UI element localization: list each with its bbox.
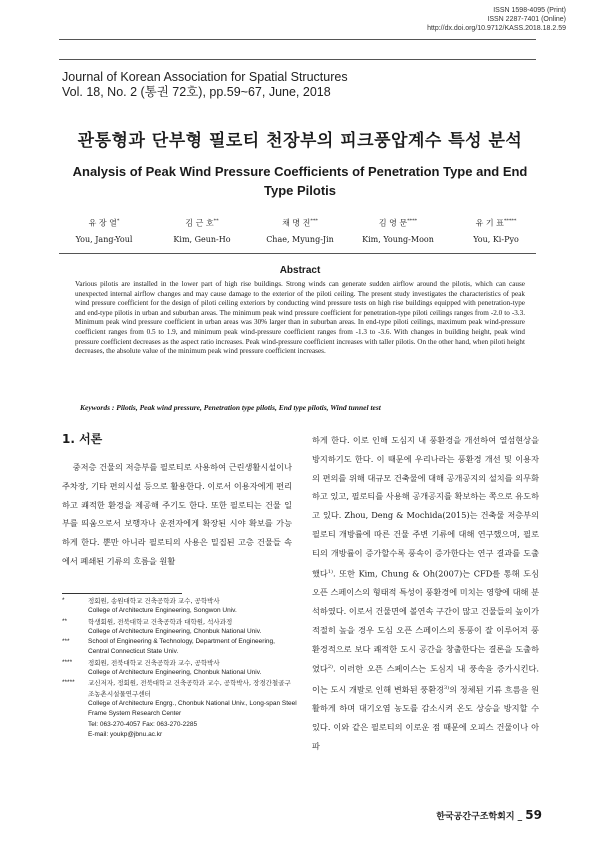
reference-3: 3) (444, 684, 450, 691)
footnote-5-mark: ***** (62, 679, 75, 687)
footnote-1 (62, 596, 297, 617)
author-4 (349, 213, 447, 248)
author-list (55, 213, 545, 248)
author-4-mark: **** (407, 218, 418, 224)
footnote-1-mark: * (62, 597, 65, 604)
author-2 (153, 213, 251, 248)
author-3-en: Chae, Myung-Jin (266, 234, 334, 244)
intro-text-3: . 이러한 오픈 스페이스는 도심지 내 풍속을 증가시킨다. 이는 도시 개발로 인해 변화된 풍환경 (312, 664, 539, 695)
author-5-mark: ***** (503, 218, 517, 224)
intro-paragraph-left: 중저층 건물의 저층부를 필로티로 사용하여 근린생활시설이나 주차장, 기타 편의시설 등으로 활용한다. 이로서 이용자에게 편리하고 쾌적한 환경을 제공해 주기도 한다. 또한 필로티는 건물 일부를 띄움으로서 보행자나 운전자에게 확장된 시야 확보를 가능하게 한다. 뿐만 아니라 필로티의 사용은 밀집된 고층 건물들 속에서 폐쇄된 기류의 흐름을 원활 (62, 462, 292, 566)
footnotes (62, 596, 297, 740)
top-rule-1 (59, 39, 536, 40)
section-heading-intro: 1. 서론 (62, 432, 103, 446)
footnote-5-en: College of Architecture Engrg., Chonbuk National Univ., Long-span Steel Frame System Research Center (88, 699, 297, 718)
title-korean: 관통형과 단부형 필로티 천장부의 피크풍압계수 특성 분석 (77, 131, 523, 151)
author-2-mark: ** (213, 218, 219, 224)
author-5-en: You, Ki-Pyo (473, 234, 519, 244)
issn-block (427, 6, 566, 33)
author-2-ko: 김 근 호 (185, 218, 214, 228)
contact-email[interactable]: E-mail: youkp@jbnu.ac.kr (88, 730, 163, 738)
footnote-5-ko: 교신저자, 정회원, 전북대학교 건축공학과 교수, 공학박사, 장경간철골구조농촌시설물연구센터 (88, 679, 291, 698)
author-5 (447, 213, 545, 248)
journal-header (62, 70, 348, 100)
top-rule-2 (59, 59, 536, 60)
author-1 (55, 213, 153, 248)
abstract-text: Various pilotis are installed in the lower part of high rise buildings. Strong winds can generate sudden airflow around the pilotis, which can cause unexpected internal airflow changes and may cause damage to the exterior of the piloti ceiling. The present study investigates the characteristics of peak wind pressure coefficient for the design of piloti ceiling exteriors by conducting wind pressure tests on high rise buildings equipped with penetration-type and end-type pilotis in urban and suburban areas. The minimum peak wind pressure coefficient for penetration-type piloti ceilings ranges from -2.0 to -3.3. Minimum peak wind pressure coefficient in urban areas was 30% larger than in suburban areas. In end-type piloti ceilings, maximum peak wind-pressure coefficient ranges from 0.5 to 1.9, and minimum peak wind-pressure coefficient ranges from -1.3 to -3.6. With changes in building height, peak wind pressure coefficient decreases as the aspect ratio increases. Peak wind-pressure coefficient increases with taller pilotis. On the other hand, when piloti height decreases, the absolute value of the minimum peak wind pressure coefficient increases. (75, 280, 525, 356)
footnote-4-ko: 정회원, 전북대학교 건축공학과 교수, 공학박사 (88, 658, 220, 667)
footer-journal: 한국공간구조학회지 _ (436, 812, 523, 822)
author-3-mark: *** (310, 218, 318, 224)
author-4-ko: 김 영 문 (378, 218, 408, 228)
right-column (312, 431, 539, 756)
footnote-2 (62, 617, 297, 638)
footnote-2-ko: 학생회원, 전북대학교 건축공학과 대학원, 석사과정 (88, 617, 233, 626)
journal-name: Journal of Korean Association for Spatial Structures (62, 70, 348, 84)
left-column (62, 458, 292, 571)
footnote-4-mark: **** (62, 658, 73, 666)
footnote-3-text: School of Engineering & Technology, Department of Engineering, Central Connecticut State Univ. (88, 638, 275, 656)
footnote-3 (62, 637, 297, 658)
author-1-mark: * (116, 218, 120, 224)
intro-paragraph-right (312, 431, 539, 756)
author-1-ko: 유 장 열 (88, 218, 117, 228)
footnote-rule (62, 593, 182, 594)
footnote-1-ko: 정회원, 송원대학교 건축공학과 교수, 공학박사 (88, 597, 220, 605)
reference-2: 2) (327, 664, 333, 671)
intro-text-2: . 또한 Kim, Chung & Oh(2007)는 CFD를 통해 도심 오픈 스페이스의 형태적 특성이 풍환경에 미치는 영향에 대해 분석하였다. 이로서 건물면에 볼연속 구간이 많고 건물들의 높이가 적절히 높을 경우 도심 오픈 스페이스의 통풍이 잘 이루어져 풍환경적으로 보다 쾌적한 도시 공간을 창출한다는 결론을 도출하였다 (312, 568, 539, 675)
keywords: Keywords : Pilotis, Peak wind pressure, Penetration type pilotis, End type pilotis, Wind tunnel test (80, 403, 381, 412)
intro-text-1: 하게 한다. 이로 인해 도심지 내 풍환경을 개선하여 열섬현상을 방지하기도 한다. 이 때문에 우리나라는 풍환경 개선 및 이용자의 편의를 위해 대규모 건축물에 대해 공개공지의 설치를 의무화하고 있고, 필로티를 사용해 공개공지를 확보하는 쪽으로 유도하고 있다. Zhou, Deng & Mochida(2015)는 건축물 저층부의 필로티 개방률에 따른 건물 주변 기류에 대해 연구했으며, 필로티의 개방률이 증가할수록 풍속이 증가한다는 연구 결과를 도출했다 (312, 435, 539, 579)
footnote-5 (62, 678, 297, 740)
footnote-3-mark: *** (62, 638, 70, 646)
issn-print: ISSN 1598-4095 (Print) (493, 7, 566, 14)
author-1-en: You, Jang-Youl (75, 234, 133, 244)
footnote-2-mark: ** (62, 617, 68, 625)
author-3-ko: 채 명 진 (282, 218, 311, 228)
doi-link[interactable]: http://dx.doi.org/10.9712/KASS.2018.18.2.59 (427, 25, 566, 32)
issn-online: ISSN 2287-7401 (Online) (487, 16, 566, 23)
footnote-2-en: College of Architecture Engineering, Chonbuk National Univ. (88, 627, 262, 635)
reference-1: 1) (327, 568, 333, 575)
page-footer (436, 808, 542, 822)
abstract-rule (59, 253, 536, 254)
title-english: Analysis of Peak Wind Pressure Coefficients of Penetration Type and End Type Pilotis (72, 164, 528, 198)
author-2-en: Kim, Geun-Ho (173, 234, 231, 244)
footnote-1-en: College of Architecture Engineering, Songwon Univ. (88, 607, 237, 615)
footnote-4-en: College of Architecture Engineering, Chonbuk National Univ. (88, 669, 262, 677)
abstract-heading: Abstract (279, 265, 321, 276)
author-4-en: Kim, Young-Moon (362, 234, 434, 244)
author-5-ko: 유 기 표 (475, 218, 504, 228)
page-number: 59 (525, 808, 542, 822)
journal-issue: Vol. 18, No. 2 (통권 72호), pp.59~67, June, 2018 (62, 85, 331, 99)
footnote-4 (62, 658, 297, 679)
author-3 (251, 213, 349, 248)
contact-tel-fax: Tel: 063-270-4057 Fax: 063-270-2285 (88, 720, 198, 728)
intro-text-4: 의 정체된 기류 흐름을 원활하게 하며 대기오염 농도를 감소시켜 온도 상승을 방지할 수 있다. 이와 같은 필로티의 이로운 점 때문에 오피스 건물이나 아파 (312, 684, 539, 751)
